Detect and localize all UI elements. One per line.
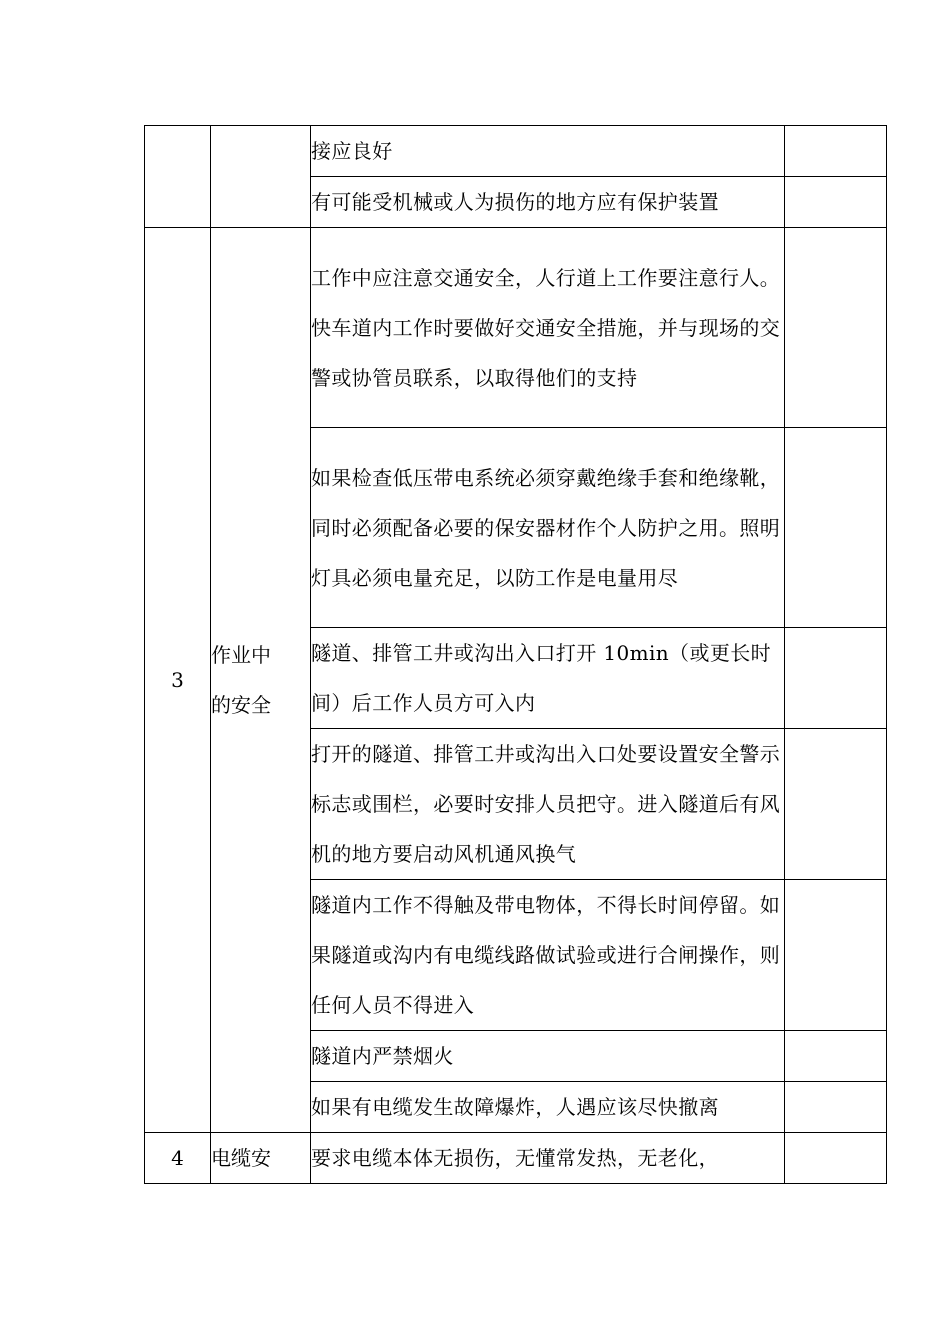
check-cell	[785, 1133, 887, 1184]
table-row	[145, 126, 887, 177]
item-text: 打开的隧道、排管工井或沟出入口处要设置安全警示标志或围栏，必要时安排人员把守。进入隧道后有风机的地方要启动风机通风换气	[311, 729, 785, 880]
section-category-line: 作业中	[211, 643, 271, 667]
check-cell	[785, 1031, 887, 1082]
category-cell	[211, 126, 311, 228]
item-text: 如果有电缆发生故障爆炸，人遇应该尽快撤离	[311, 1082, 785, 1133]
section-number: 3	[145, 228, 211, 1133]
check-cell	[785, 880, 887, 1031]
section-category-line: 的安全	[211, 693, 271, 717]
section-category	[211, 228, 311, 1133]
number-cell	[145, 126, 211, 228]
item-text: 如果检查低压带电系统必须穿戴绝缘手套和绝缘靴，同时必须配备必要的保安器材作个人防护之用。照明灯具必须电量充足，以防工作是电量用尽	[311, 428, 785, 628]
table-row	[145, 228, 887, 428]
check-cell	[785, 228, 887, 428]
check-cell	[785, 628, 887, 729]
item-text: 要求电缆本体无损伤，无懂常发热，无老化，	[311, 1133, 785, 1184]
section-category: 电缆安	[211, 1133, 311, 1184]
table-row	[145, 1133, 887, 1184]
safety-checklist-table	[144, 125, 887, 1184]
check-cell	[785, 177, 887, 228]
item-text: 隧道、排管工井或沟出入口打开 10min（或更长时间）后工作人员方可入内	[311, 628, 785, 729]
item-text: 工作中应注意交通安全，人行道上工作要注意行人。快车道内工作时要做好交通安全措施，并与现场的交警或协管员联系，以取得他们的支持	[311, 228, 785, 428]
check-cell	[785, 126, 887, 177]
check-cell	[785, 1082, 887, 1133]
check-cell	[785, 428, 887, 628]
item-text: 隧道内严禁烟火	[311, 1031, 785, 1082]
check-cell	[785, 729, 887, 880]
section-number: 4	[145, 1133, 211, 1184]
item-text: 有可能受机械或人为损伤的地方应有保护装置	[311, 177, 785, 228]
item-text: 接应良好	[311, 126, 785, 177]
item-text: 隧道内工作不得触及带电物体，不得长时间停留。如果隧道或沟内有电缆线路做试验或进行合闸操作，则任何人员不得进入	[311, 880, 785, 1031]
